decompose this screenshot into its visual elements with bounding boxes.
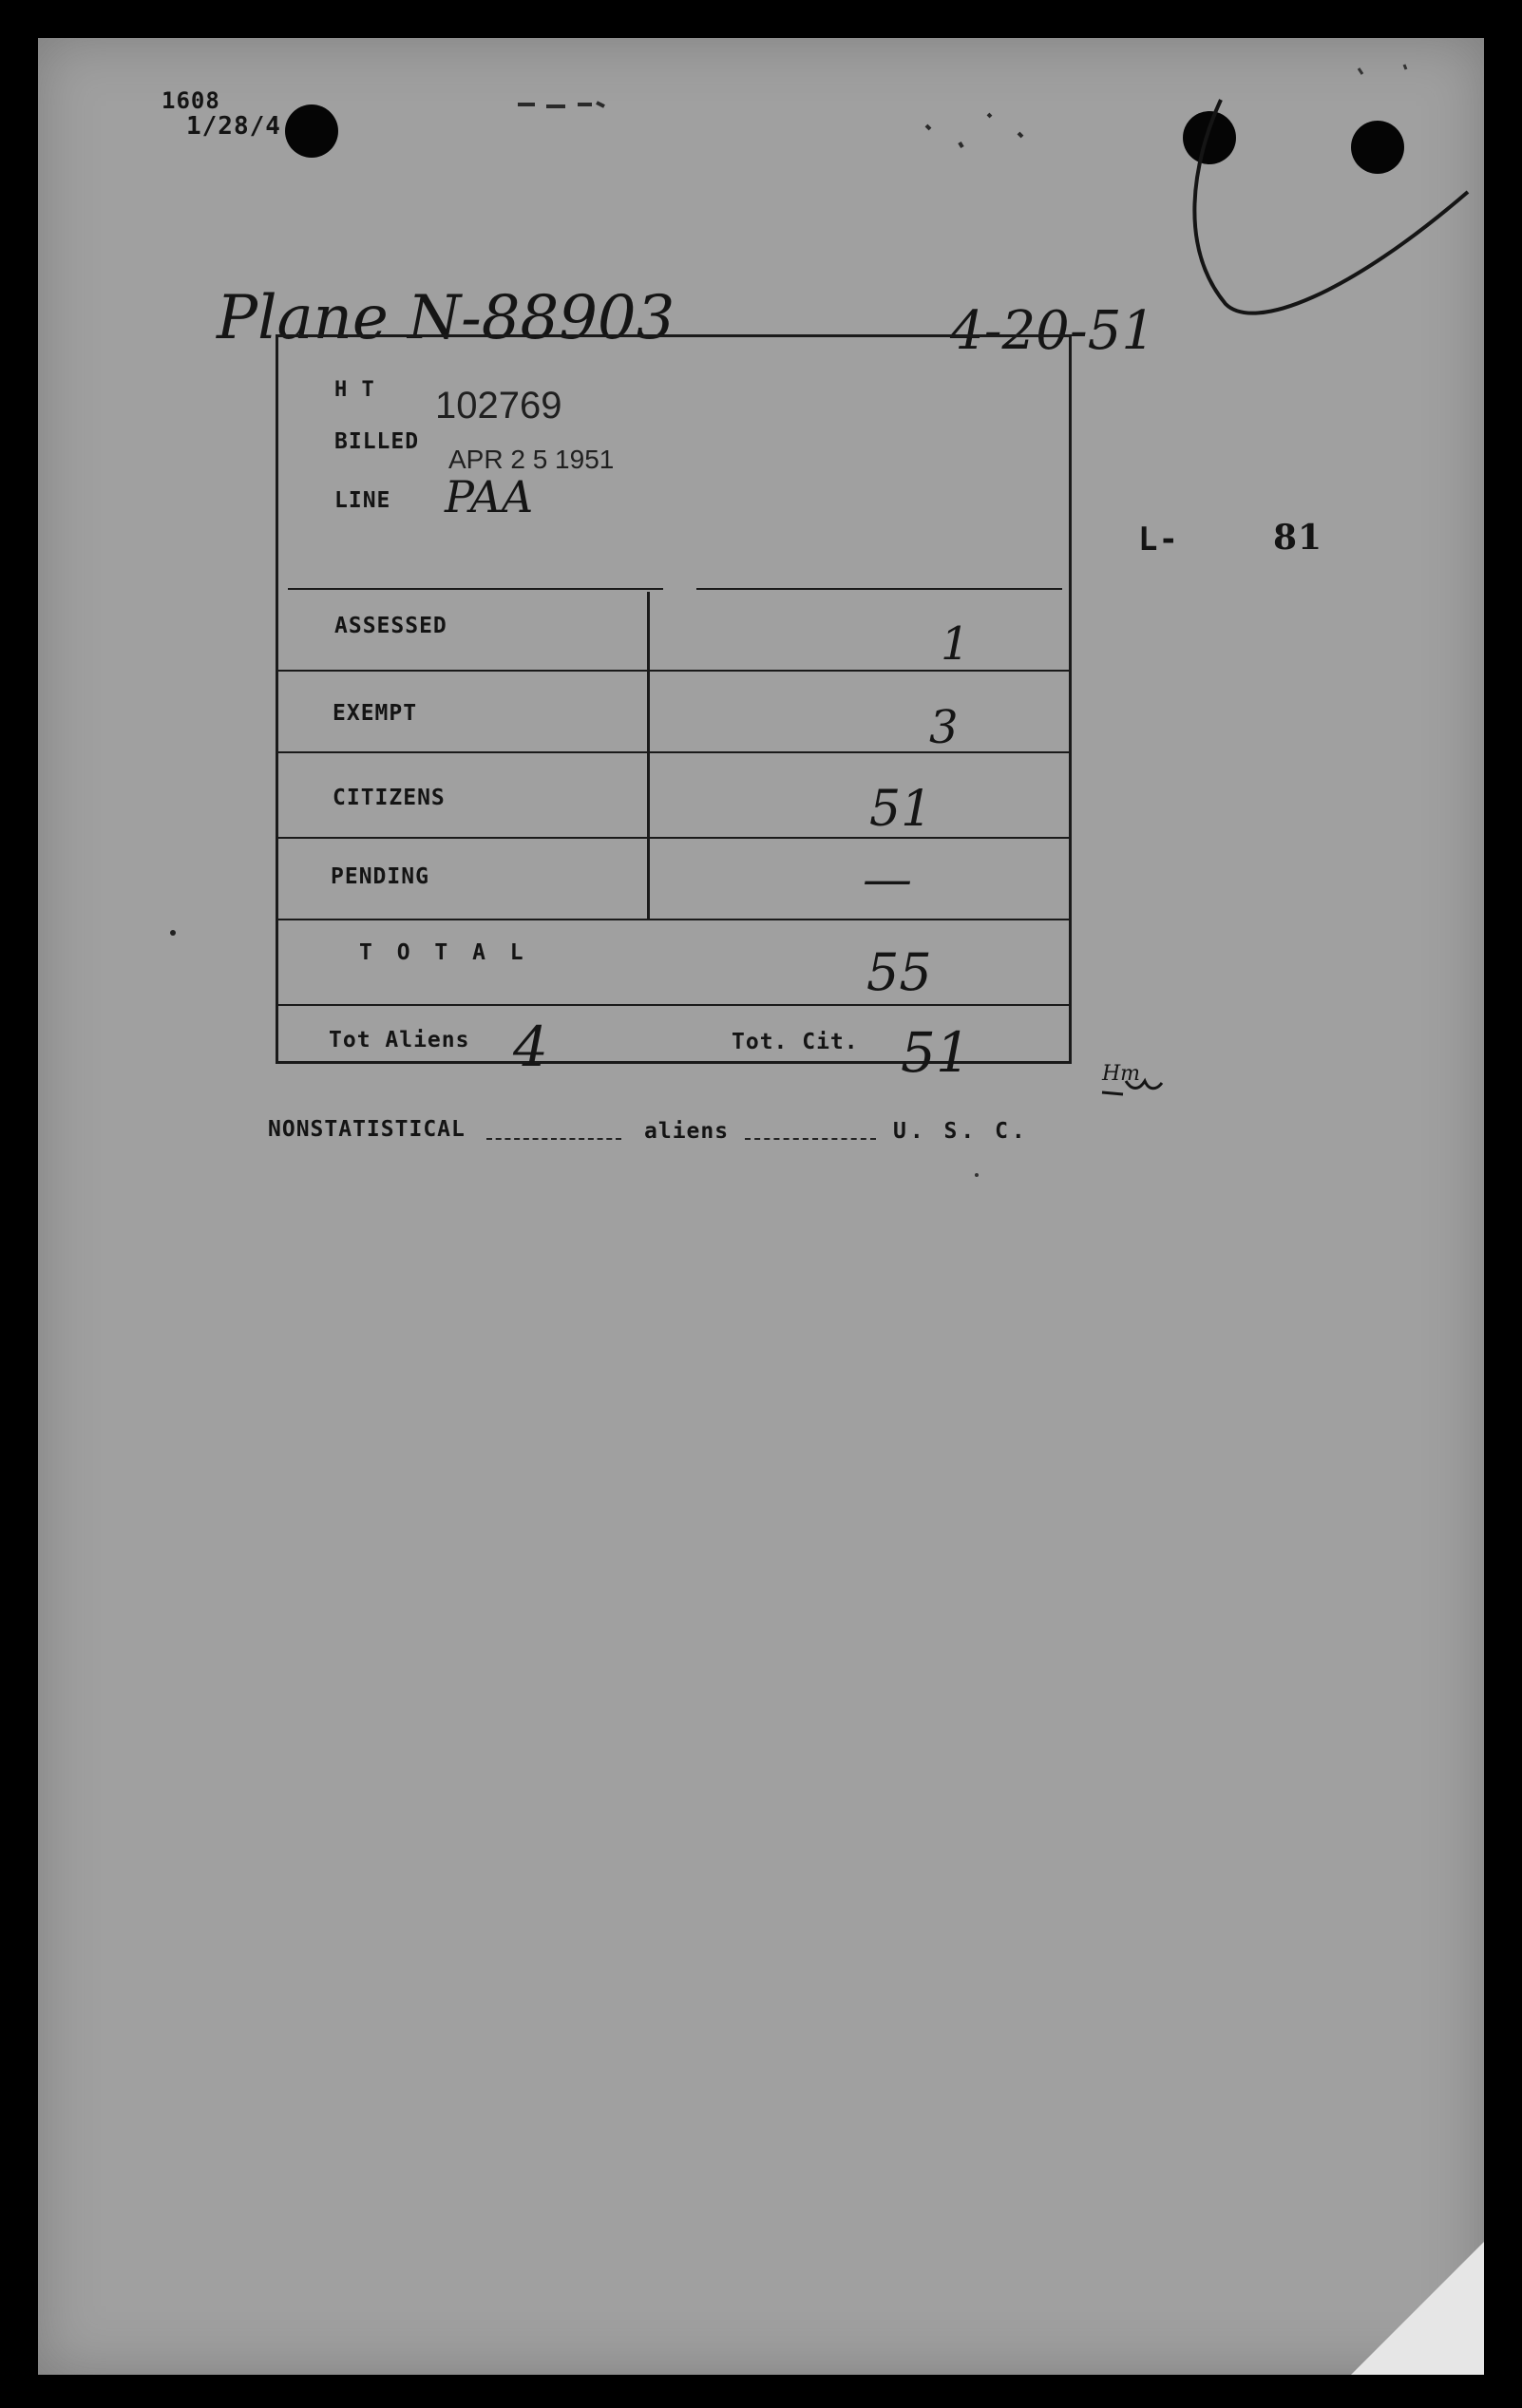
divider-header-right bbox=[696, 588, 1062, 590]
citizens-label: CITIZENS bbox=[333, 786, 446, 810]
divider-total bbox=[278, 1004, 1069, 1006]
nonstatistical-blank bbox=[486, 1138, 621, 1140]
assessed-value: 1 bbox=[941, 617, 970, 671]
margin-note-letter: L- bbox=[1138, 521, 1179, 559]
assessed-label: ASSESSED bbox=[334, 614, 447, 638]
column-divider bbox=[647, 592, 650, 919]
tot-cit-value: 51 bbox=[901, 1020, 971, 1085]
total-value: 55 bbox=[866, 942, 932, 1002]
divider-pending bbox=[278, 919, 1069, 920]
nonstatistical-label: NONSTATISTICAL bbox=[268, 1117, 466, 1142]
divider-header-left bbox=[288, 588, 663, 590]
flight-date: 4-20-51 bbox=[950, 300, 1155, 362]
pending-label: PENDING bbox=[331, 864, 429, 889]
ht-label: H T bbox=[334, 378, 375, 402]
aliens-label: aliens bbox=[644, 1119, 730, 1144]
tot-cit-label: Tot. Cit. bbox=[732, 1030, 859, 1054]
plane-number: Plane N-88903 bbox=[217, 283, 675, 353]
usc-label: U. S. C. bbox=[893, 1119, 1029, 1144]
corner-note-line1: 1608 bbox=[162, 87, 220, 114]
total-label: T O T A L bbox=[359, 940, 529, 965]
divider-citizens bbox=[278, 837, 1069, 839]
exempt-value: 3 bbox=[929, 701, 959, 754]
aliens-blank bbox=[745, 1138, 876, 1140]
billed-date: APR 2 5 1951 bbox=[448, 445, 615, 474]
citizens-value: 51 bbox=[869, 781, 933, 838]
line-value: PAA bbox=[445, 471, 534, 522]
billed-label: BILLED bbox=[334, 429, 420, 454]
pending-value: — bbox=[863, 851, 912, 908]
ht-number: 102769 bbox=[435, 385, 562, 427]
initials: Hm bbox=[1102, 1062, 1141, 1086]
line-label: LINE bbox=[334, 488, 391, 513]
tot-aliens-value: 4 bbox=[513, 1014, 548, 1079]
corner-note-line2: 1/28/4 bbox=[186, 112, 281, 141]
margin-note-number: 81 bbox=[1273, 518, 1323, 558]
tot-aliens-label: Tot Aliens bbox=[329, 1028, 470, 1052]
exempt-label: EXEMPT bbox=[333, 701, 418, 726]
